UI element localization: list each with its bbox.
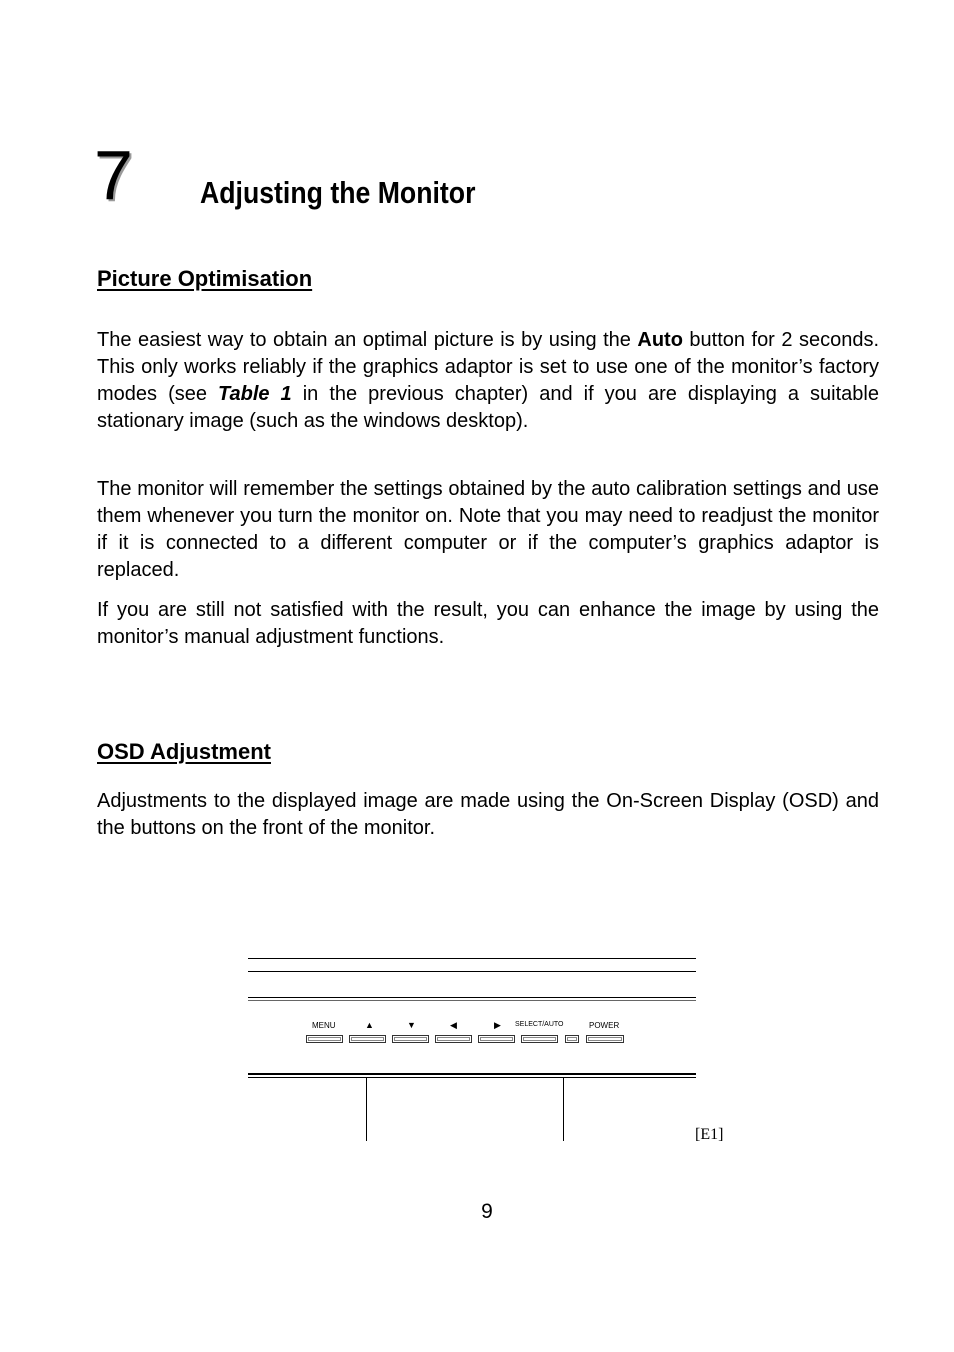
chapter-number: 7 [94,136,131,214]
right-arrow-icon: ▶ [494,1020,501,1030]
bezel-bottom-edge-inner [248,1077,696,1078]
power-led [565,1035,579,1043]
paragraph-auto-button: The easiest way to obtain an optimal picture is by using the Auto button for 2 seconds. This only works reliably if the graphics adaptor is set to use one of the monitor’s factory modes (see Table 1 in the previous chapter) and if you are displaying a suitable stationary image (such as the windows desktop). [97,329,879,432]
bezel-line-top [248,958,696,959]
select-auto-label: SELECT/AUTO [515,1021,564,1028]
figure-tag: [E1] [695,1126,724,1143]
power-label: POWER [589,1021,620,1030]
paragraph-osd-intro: Adjustments to the displayed image are made using the On-Screen Display (OSD) and the buttons on the front of the monitor. [97,790,879,839]
left-button [435,1035,472,1043]
auto-bold-text: Auto [637,329,683,351]
stand-line-left [366,1078,367,1141]
bezel-edge-upper [248,997,696,998]
bezel-bottom-edge [248,1073,696,1075]
bezel-edge-lower [248,1000,696,1001]
monitor-front-panel-diagram [246,955,698,1145]
down-arrow-icon: ▼ [407,1020,416,1030]
left-arrow-icon: ◀ [450,1020,457,1030]
chapter-title: Adjusting the Monitor [200,175,476,210]
section-heading-osd-adjustment: OSD Adjustment [97,739,271,764]
menu-button [306,1035,343,1043]
down-button [392,1035,429,1043]
stand-line-right [563,1078,564,1141]
up-arrow-icon: ▲ [365,1020,374,1030]
menu-label: MENU [312,1021,336,1030]
select-auto-button [521,1035,558,1043]
right-button [478,1035,515,1043]
power-button [586,1035,624,1043]
page-number: 9 [481,1200,493,1223]
section-heading-picture-optimisation: Picture Optimisation [97,266,313,291]
up-button [349,1035,386,1043]
bezel-line-second [248,971,696,972]
table-reference: Table 1 [218,383,292,405]
paragraph-remember-settings: The monitor will remember the settings obtained by the auto calibration settings and use them whenever you turn the monitor on. Note that you may need to readjust the monitor if it is connected to a different computer or if the computer’s graphics adaptor is replaced. [97,478,879,581]
paragraph-manual-adjustment: If you are still not satisfied with the result, you can enhance the image by using the monitor’s manual adjustment functions. [97,599,879,648]
